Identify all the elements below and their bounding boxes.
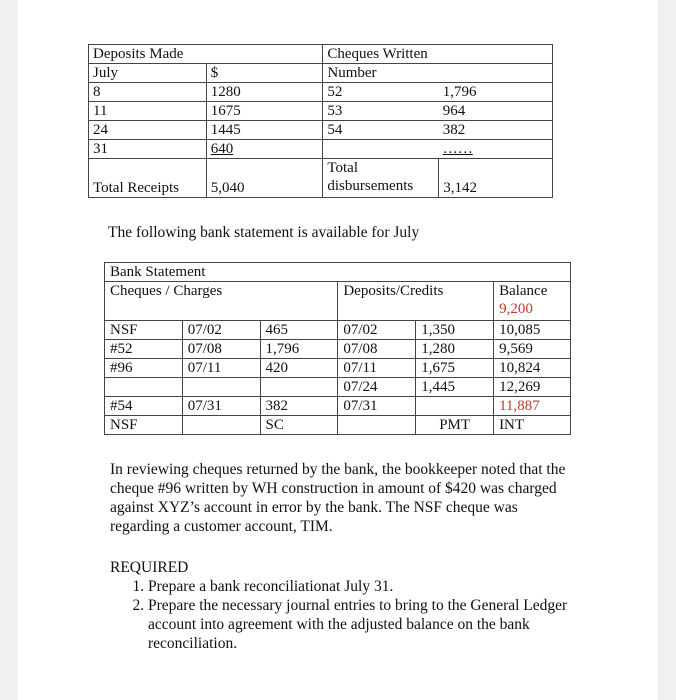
- number-label: Number: [323, 64, 553, 83]
- dots-placeholder: ……: [442, 141, 473, 157]
- deposit-amount: [416, 397, 494, 416]
- required-list: [110, 577, 570, 653]
- total-receipts-value: 5,040: [206, 159, 323, 198]
- cheque-number: [323, 140, 439, 159]
- cheque-number: 53: [323, 102, 439, 121]
- cheque-amount: 382: [439, 121, 553, 140]
- charge-amount: 420: [260, 359, 338, 378]
- deposit-date: 07/08: [338, 340, 416, 359]
- charge-type: [105, 378, 183, 397]
- charge-date: 07/11: [182, 359, 260, 378]
- month-label: July: [89, 64, 207, 83]
- bank-statement-title: Bank Statement: [105, 263, 571, 282]
- charge-type: NSF: [105, 321, 183, 340]
- deposit-day: 11: [89, 102, 207, 121]
- charge-amount: 382: [260, 397, 338, 416]
- deposit-date: 07/31: [338, 397, 416, 416]
- deposit-day: 31: [89, 140, 207, 159]
- charge-amount: [260, 378, 338, 397]
- balance-value: 9,569: [494, 340, 571, 359]
- deposit-day: 8: [89, 83, 207, 102]
- cheque-amount: 964: [439, 102, 553, 121]
- deposit-amount: 1,350: [416, 321, 494, 340]
- dollar-label: $: [206, 64, 323, 83]
- review-paragraph: In reviewing cheques returned by the bank, the bookkeeper noted that the cheque #96 written by WH construction in amount of $420 was charged against XYZ’s account in error by the bank. The NSF cheque was regarding a customer account, TIM.: [110, 461, 566, 535]
- total-label-line2: disbursements: [327, 178, 414, 194]
- charge-date: 07/08: [182, 340, 260, 359]
- deposit-amount: 1280: [206, 83, 323, 102]
- charge-date: [182, 416, 260, 435]
- required-item: 1. Prepare a bank reconciliationat July 31.: [148, 577, 570, 596]
- deposit-amount: 1,445: [416, 378, 494, 397]
- balance-value: 12,269: [494, 378, 571, 397]
- balance-value: 10,824: [494, 359, 571, 378]
- charge-type: #96: [105, 359, 183, 378]
- charge-type: #52: [105, 340, 183, 359]
- balance-label: Balance: [499, 283, 548, 299]
- deposit-date: 07/02: [338, 321, 416, 340]
- deposit-date: [338, 416, 416, 435]
- intro-text: The following bank statement is available for July: [108, 224, 420, 241]
- bank-statement-table: [104, 262, 571, 435]
- balance-header: [494, 282, 571, 321]
- closing-balance: 11,887: [494, 397, 571, 416]
- cheque-number: 54: [323, 121, 439, 140]
- deposit-amount: 1445: [206, 121, 323, 140]
- cheques-charges-header: Cheques / Charges: [105, 282, 338, 321]
- charge-amount: 465: [260, 321, 338, 340]
- deposit-amount: 1,675: [416, 359, 494, 378]
- total-receipts-label: Total Receipts: [89, 159, 207, 198]
- charge-date: 07/31: [182, 397, 260, 416]
- deposit-code: PMT: [416, 416, 494, 435]
- required-section: [110, 558, 570, 653]
- deposit-date: 07/24: [338, 378, 416, 397]
- charge-amount: 1,796: [260, 340, 338, 359]
- balance-value: 10,085: [494, 321, 571, 340]
- deposits-credits-header: Deposits/Credits: [338, 282, 494, 321]
- charge-date: 07/02: [182, 321, 260, 340]
- total-disbursements-label: [323, 159, 439, 198]
- deposits-title: Deposits Made: [89, 45, 323, 64]
- deposit-amount: 1,280: [416, 340, 494, 359]
- total-label-line1: Total: [327, 160, 358, 176]
- deposit-amount: [206, 140, 323, 159]
- cheque-number: 52: [323, 83, 439, 102]
- cheques-title: Cheques Written: [323, 45, 553, 64]
- deposits-cheques-table: [88, 44, 553, 198]
- required-item: 2. Prepare the necessary journal entries to bring to the General Ledger account into agreement with the adjusted balance on the bank reconciliation.: [148, 596, 570, 653]
- deposit-day: 24: [89, 121, 207, 140]
- charge-type: #54: [105, 397, 183, 416]
- opening-balance: 9,200: [499, 301, 533, 317]
- cheque-amount-dots: [439, 140, 553, 159]
- charge-type: NSF: [105, 416, 183, 435]
- cheque-amount: 1,796: [439, 83, 553, 102]
- deposit-amount-underlined: 640: [210, 141, 234, 157]
- charge-code: SC: [260, 416, 338, 435]
- charge-date: [182, 378, 260, 397]
- balance-code: INT: [494, 416, 571, 435]
- total-disbursements-value: 3,142: [439, 159, 553, 198]
- deposit-amount: 1675: [206, 102, 323, 121]
- deposit-date: 07/11: [338, 359, 416, 378]
- required-title: REQUIRED: [110, 559, 189, 576]
